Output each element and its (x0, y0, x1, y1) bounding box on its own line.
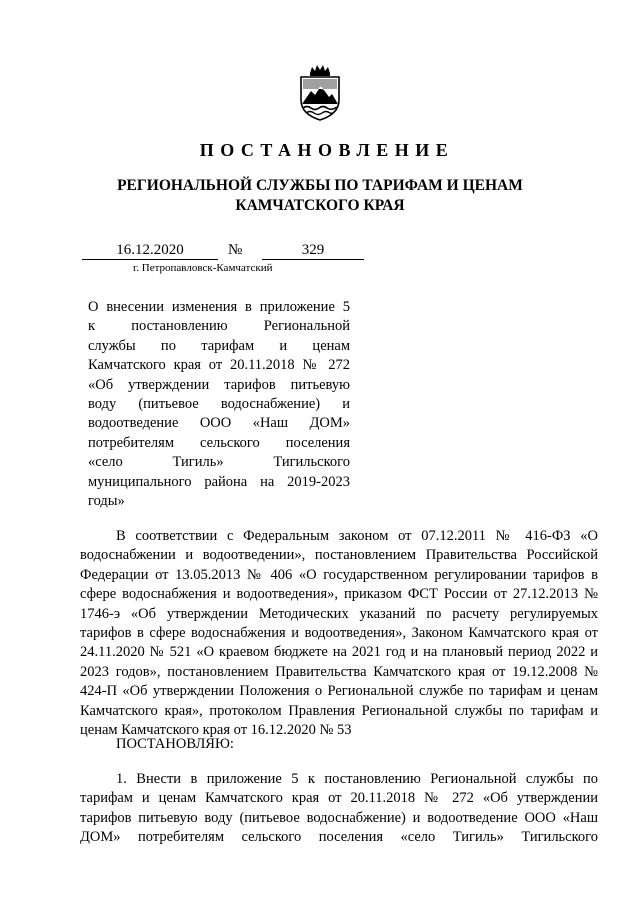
document-subject (88, 298, 350, 511)
subject-line: О внесении изменения в приложение 5 (88, 299, 350, 315)
paragraph-line: 1. Внести в приложение 5 к постановлению Региональной службы по (116, 771, 598, 787)
paragraph-line: Федерации от 13.05.2013 № 406 «О государственном регулировании тарифов в (80, 566, 598, 583)
subject-line: службы по тарифам и ценам (88, 337, 350, 354)
authority-line-1: РЕГИОНАЛЬНОЙ СЛУЖБЫ ПО ТАРИФАМ И ЦЕНАМ (117, 177, 523, 194)
subject-line: «Об утверждении тарифов питьевую (88, 376, 350, 393)
paragraph-line: 424-П «Об утверждении Положения о Региональной службе по тарифам и ценам (80, 683, 598, 700)
paragraph-line: водоснабжении и водоотведении», постановлением Правительства Российской (80, 547, 598, 564)
paragraph-line: 2023 годов», постановлением Правительства Камчатского края от 19.12.2008 № (80, 663, 598, 680)
subject-line: Камчатского края от 20.11.2018 № 272 (88, 357, 350, 374)
number-sign: № (228, 242, 243, 258)
subject-line: воду (питьевое водоснабжение) и (88, 396, 350, 413)
document-number: 329 (262, 241, 364, 260)
subject-line: потребителям сельского поселения (88, 434, 350, 451)
subject-line: «село Тигиль» Тигильского (88, 454, 350, 471)
paragraph-line: Камчатского края», протоколом Правления Региональной службы по тарифам и (80, 702, 598, 719)
paragraph-line: тарифов питьевую воду (питьевое водоснабжение) и водоотведение ООО «Наш (80, 809, 598, 826)
subject-line: годы» (88, 493, 125, 510)
paragraph-line: 1746-э «Об утверждении Методических указаний по расчету регулируемых (80, 605, 598, 622)
subject-line: к постановлению Региональной (88, 318, 350, 335)
subject-line: муниципального района на 2019-2023 (88, 473, 350, 490)
coat-of-arms-icon (297, 64, 343, 122)
decree-word: ПОСТАНОВЛЯЮ: (116, 736, 234, 752)
paragraph-line: ценам Камчатского края от 16.12.2020 № 53 (80, 722, 352, 739)
place-of-issue: г. Петропавловск-Камчатский (133, 262, 273, 274)
issuing-authority (0, 176, 640, 216)
item-1-paragraph (80, 770, 598, 848)
paragraph-line: сфере водоснабжения и водоотведения», приказом ФСТ России от 27.12.2013 № (80, 586, 598, 603)
document-date: 16.12.2020 (82, 241, 218, 260)
paragraph-line: тарифов в сфере водоснабжения и водоотведения», Законом Камчатского края от (80, 625, 598, 642)
paragraph-line: тарифам и ценам Камчатского края от 20.11.2018 № 272 «Об утверждении (80, 790, 598, 807)
date-number-row (82, 241, 372, 261)
paragraph-line: В соответствии с Федеральным законом от 07.12.2011 № 416-ФЗ «О (116, 528, 598, 544)
preamble-paragraph (80, 527, 598, 740)
paragraph-line: 24.11.2020 № 521 «О краевом бюджете на 2021 год и на плановый период 2022 и (80, 644, 598, 661)
authority-line-2: КАМЧАТСКОГО КРАЯ (235, 197, 405, 214)
subject-line: водоотведение ООО «Наш ДОМ» (88, 415, 350, 432)
document-type-title: ПОСТАНОВЛЕНИЕ (199, 140, 455, 160)
paragraph-line: ДОМ» потребителям сельского поселения «село Тигиль» Тигильского (80, 829, 598, 846)
